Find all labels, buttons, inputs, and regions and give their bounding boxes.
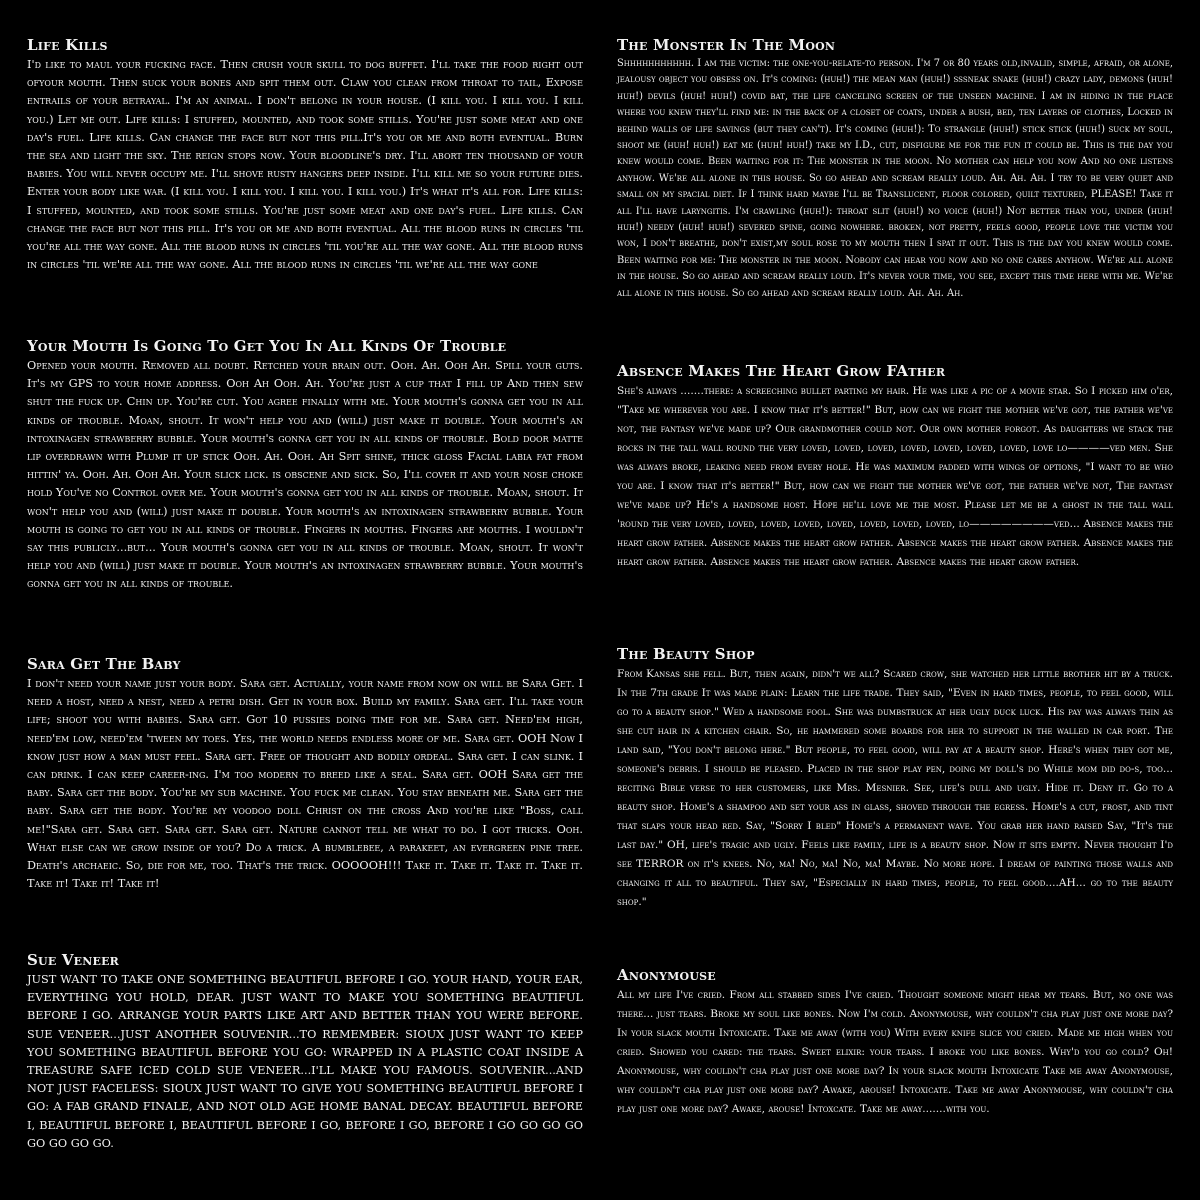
song-lyrics: From Kansas she fell. But, then again, didn't we all? Scared crow, she watched her little brother hit by a truck. In the 7th grade It was made plain: Learn the life trade. They said, "Even in hard times, people, to feel good, will go to a beauty shop." Wed a handsome fool. She was dumbstruck at her ugly duck luck. His pay was always thin as she cut hair in a kitchen chair. So, he hammered some boards for her to support in the walled in car port. The land said, "You don't belong here." But people, to feel good, will pay at a beauty shop. Here's when they got me, someone's debris. I should be pleased. Placed in the shop play pen, doing my doll's do While mom did do-s, too... reciting Bible verse to her customers, like Mrs. Mesnier. See, life's dull and ugly. Hide it. Deny it. Go to a beauty shop. Home's a shampoo and set your ass in glass, shoved through the egress. Home's a cut, frost, and tint that slaps your head red. Say, "Sorry I bled" Home's a permanent wave. You grab her hand raised Say, "It's the last day." OH, life's tragic and ugly. Feels like family, life is a beauty shop. Now it sits empty. Never thought I'd see TERROR on it's knees. No, ma! No, ma! No, ma! Maybe. No more hope. I dream of painting those walls and changing it all to beautiful. They say, "Especially in hard times, people, to feel good....AH... go to the beauty shop."	[617, 668, 1174, 908]
song-lyrics: I don't need your name just your body. Sara get. Actually, your name from now on will be Sara Get. I need a host, need a nest, need a petri dish. Get in your box. Build my family. Sara get. I'll take your life; shoot you with babies. Sara get. Got 10 pussies doing time for me. Sara get. Need'em high, need'em low, need'em 'tween my toes. Yes, the world needs endless more of me. Sara get. OOH Now I know just how a man must feel. Sara get. Free of thought and bodily ordeal. Sara get. I can slink. I can drink. I can keep career-ing. I'm too modern to breed like a seal. Sara get. OOH Sara get the baby. Sara get the body. You're my sub machine. You fuck me clean. You stay beneath me. Sara get the baby. Sara get the body. You're my voodoo doll Christ on the cross And you're like "Boss, call me!"Sara get. Sara get. Sara get. Sara get. Nature cannot tell me what to do. I got tricks. Ooh. What else can we grow inside of you? Do a trick. A bumblebee, a parakeet, an evergreen pine tree. Death's archaeic. So, die for me, too. That's the trick. OOOOOH!!! Take it. Take it. Take it. Take it. Take it! Take it! Take it!	[27, 677, 583, 891]
song-lyrics: Opened your mouth. Removed all doubt. Retched your brain out. Ooh. Ah. Ooh Ah. Spill your guts. It's my GPS to your home address. Ooh Ah Ooh. Ah. You're just a cup that I fill up And then sew shut the fuck up. Chin up. You're cut. You agree finally with me. Your mouth's gonna get you in all kinds of trouble. Moan, shout. It won't help you and (will) just make it double. Your mouth's an intoxinagen strawberry bubble. Your mouth's gonna get you in all kinds of trouble. Bold door matte lip overdrawn with Plump it up stick Ooh. Ah. Ooh. Ah Spit shine, thick gloss Facial labia fat from hittin' ya. Ooh. Ah. Ooh Ah. Your slick lick. is obscene and sick. So, I'll cover it and your nose choke hold You've no Control over me. Your mouth's gonna get you in all kinds of trouble. Moan, shout. It won't help you and (will) just make it double. Your mouth's an intoxinagen strawberry bubble. Your mouth is going to get you in all kinds of trouble. Fingers in mouths. Fingers are mouths. I wouldn't say this publicly...but... Your mouth's gonna get you in all kinds of trouble. Moan, shout. It won't help you and (will) just make it double. Your mouth's an intoxinagen strawberry bubble. Your mouth's gonna get you in all kinds of trouble.	[27, 359, 584, 591]
song-title: Sue Veneer	[27, 951, 120, 969]
song-title: Anonymouse	[617, 966, 716, 984]
song-title: Life Kills	[27, 36, 108, 54]
song-absence-makes-the-heart	[617, 360, 1173, 572]
song-title: Absence Makes The Heart Grow FAther	[617, 362, 946, 380]
song-beauty-shop	[617, 643, 1173, 912]
song-life-kills	[27, 34, 583, 274]
song-lyrics: All my life I've cried. From all stabbed sides I've cried. Thought someone might hear my tears. But, no one was there... just tears. Broke my soul like bones. Now I'm cold. Anonymouse, why couldn't cha play just one more day? In your slack mouth Intoxicate. Take me away (with you) With every knife slice you cried. Made me high when you cried. Showed you cared: the tears. Sweet elixir: your tears. I broke you like bones. Why'd you go cold? Oh! Anonymouse, why couldn't cha play just one more day? In your slack mouth Intoxicate Take me away Anonymouse, why couldn't cha play just one more day? Awake, arouse! Intoxicate. Take me away Anonymouse, why couldn't cha play just one more day? Awake, arouse! Intoxcate. Take me away.......with you.	[617, 989, 1173, 1115]
song-monster-in-the-moon	[617, 34, 1173, 302]
song-sue-veneer	[27, 949, 583, 1153]
song-lyrics: JUST WANT TO TAKE ONE SOMETHING BEAUTIFUL BEFORE I GO. YOUR HAND, YOUR EAR, EVERYTHING YOU HOLD, DEAR. JUST WANT TO MAKE YOU SOMETHING BEAUTIFUL BEFORE I GO. ARRANGE YOUR PARTS LIKE ART AND BETTER THAN YOU WERE BEFORE. SUE VENEER...JUST ANOTHER SOUVENIR...TO REMEMBER: SIOUX JUST WANT TO KEEP YOU SOMETHING BEAUTIFUL BEFORE YOU GO: WRAPPED IN A PLASTIC COAT INSIDE A TREASURE SAFE ICED COLD SUE VENEER...I'LL MAKE YOU FAMOUS. SOUVENIR...AND NOT JUST FACELESS: SIOUX JUST WANT TO GIVE YOU SOMETHING BEAUTIFUL BEFORE I GO: A FAB GRAND FINALE, AND NOT OLD AGE HOME BANAL DECAY. BEAUTIFUL BEFORE I, BEAUTIFUL BEFORE I, BEAUTIFUL BEFORE I GO, BEFORE I GO, BEFORE I GO GO GO GO GO GO GO GO.	[27, 973, 583, 1150]
song-title: Your Mouth Is Going To Get You In All Kinds Of Trouble	[27, 337, 507, 355]
song-your-mouth	[27, 335, 583, 594]
song-title: Sara Get The Baby	[27, 655, 181, 673]
song-lyrics: Shhhhhhhhhhh. I am the victim: the one-you-relate-to person. I'm 7 or 80 years old,invalid, simple, afraid, or alone, jealousy object you obsess on. It's coming: (huh!) the mean man (huh!) sssneak snake (huh!) crazy lady, demons (huh! huh!) devils (huh! huh!) covid bat, the life canceling screen of the unseen machine. I am in hiding in the place where you knew they'll find me: in the back of a closet of coats, under a bush, bed, ten layers of clothes, Locked in behind walls of life savings (but they can't). It's coming (huh!): To strangle (huh!) stick stick (huh!) suck my soul, shoot me (huh! huh!) eat me (huh! huh!) take my I.D., cut, disfigure me for the fun it could be. This is the day you knew would come. Been waiting for it: The monster in the moon. No mother can help you now And no one listens anyhow. We're all alone in this house. So go ahead and scream really loud. Ah. Ah. Ah. I try to be very quiet and small on my spacial diet. If I think hard maybe I'll be Translucent, floor colored, quilt textured, PLEASE! Take it all I'll have laryngitis. I'm crawling (huh!): throat slit (huh!) no voice (huh!) Not better than you, under (huh! huh!) needy (huh! huh!) severed spine, going nowhere. broken, not pretty, feels good, people love the victim you won, I don't breathe, don't exist,my soul rose to my mouth then I spat it out. This is the day you knew would come. Been waiting for me: The monster in the moon. Nobody can hear you now and no one cares anyhow. We're all alone in the house. So go ahead and scream really loud. It's never your time, you see, except this time here with me. We're all alone in this house. So go ahead and scream really loud. Ah. Ah. Ah.	[617, 58, 1173, 299]
song-title: The Beauty Shop	[617, 645, 755, 663]
song-lyrics: She's always .......there: a screeching bullet parting my hair. He was like a pic of a movie star. So I picked him o'er, "Take me wherever you are. I know that it's better!" But, how can we fight the mother we've got, the father we've not, the fantasy we've made up? Our grandmother could not. Our own mother forgot. As daughters we stack the rocks in the tall wall round the very loved, loved, loved, loved, loved, loved, loved, love lo————ved men. She was always broke, leaking need from every hole. He was maximum padded with wings of options, "I want to be who you are. I know that it's better!" But, how can we fight the mother we've got, the father we've not, The fantasy we've made up? He's a handsome host. Hope he'll love me the most. Please let me be a ghost in the tall wall 'round the very loved, loved, loved, loved, loved, loved, loved, loved, lo————————ved... Absence makes the heart grow father. Absence makes the heart grow father. Absence makes the heart grow father. Absence makes the heart grow father. Absence makes the heart grow father. Absence makes the heart grow father.	[617, 385, 1173, 568]
song-sara-get-the-baby	[27, 653, 583, 893]
song-anonymouse	[617, 964, 1173, 1119]
song-title: The Monster In The Moon	[617, 36, 836, 54]
song-lyrics: I'd like to maul your fucking face. Then crush your skull to dog buffet. I'll take the food right out ofyour mouth. Then suck your bones and spit them out. Claw you clean from throat to tail, Expose entrails of your betrayal. I'm an animal. I don't belong in your house. (I kill you. I kill you. I kill you.) Let me out. Life kills: I stuffed, mounted, and took some stills. You're just some meat and one day's fuel. Life kills. Can change the face but not this pill.It's you or me and both eventual. Burn the sea and light the sky. The reign stops now. Your bloodline's dry. I'll abort ten thousand of your babies. You will never occupy me. I'll shove rusty hangers deep inside. I'll kill me so your future dies. Enter your body like war. (I kill you. I kill you. I kill you. I kill you.) It's what it's all for. Life kills: I stuffed, mounted, and took some stills. You're just some meat and one day's fuel. Life kills. Can change the face but not this pill. It's you or me and both eventual. All the blood runs in circles 'til you're all the way gone. All the blood runs in circles 'til you're all the way gone. All the blood runs in circles 'til we're all the way gone. All the blood runs in circles 'til we're all the way gone	[27, 58, 583, 272]
